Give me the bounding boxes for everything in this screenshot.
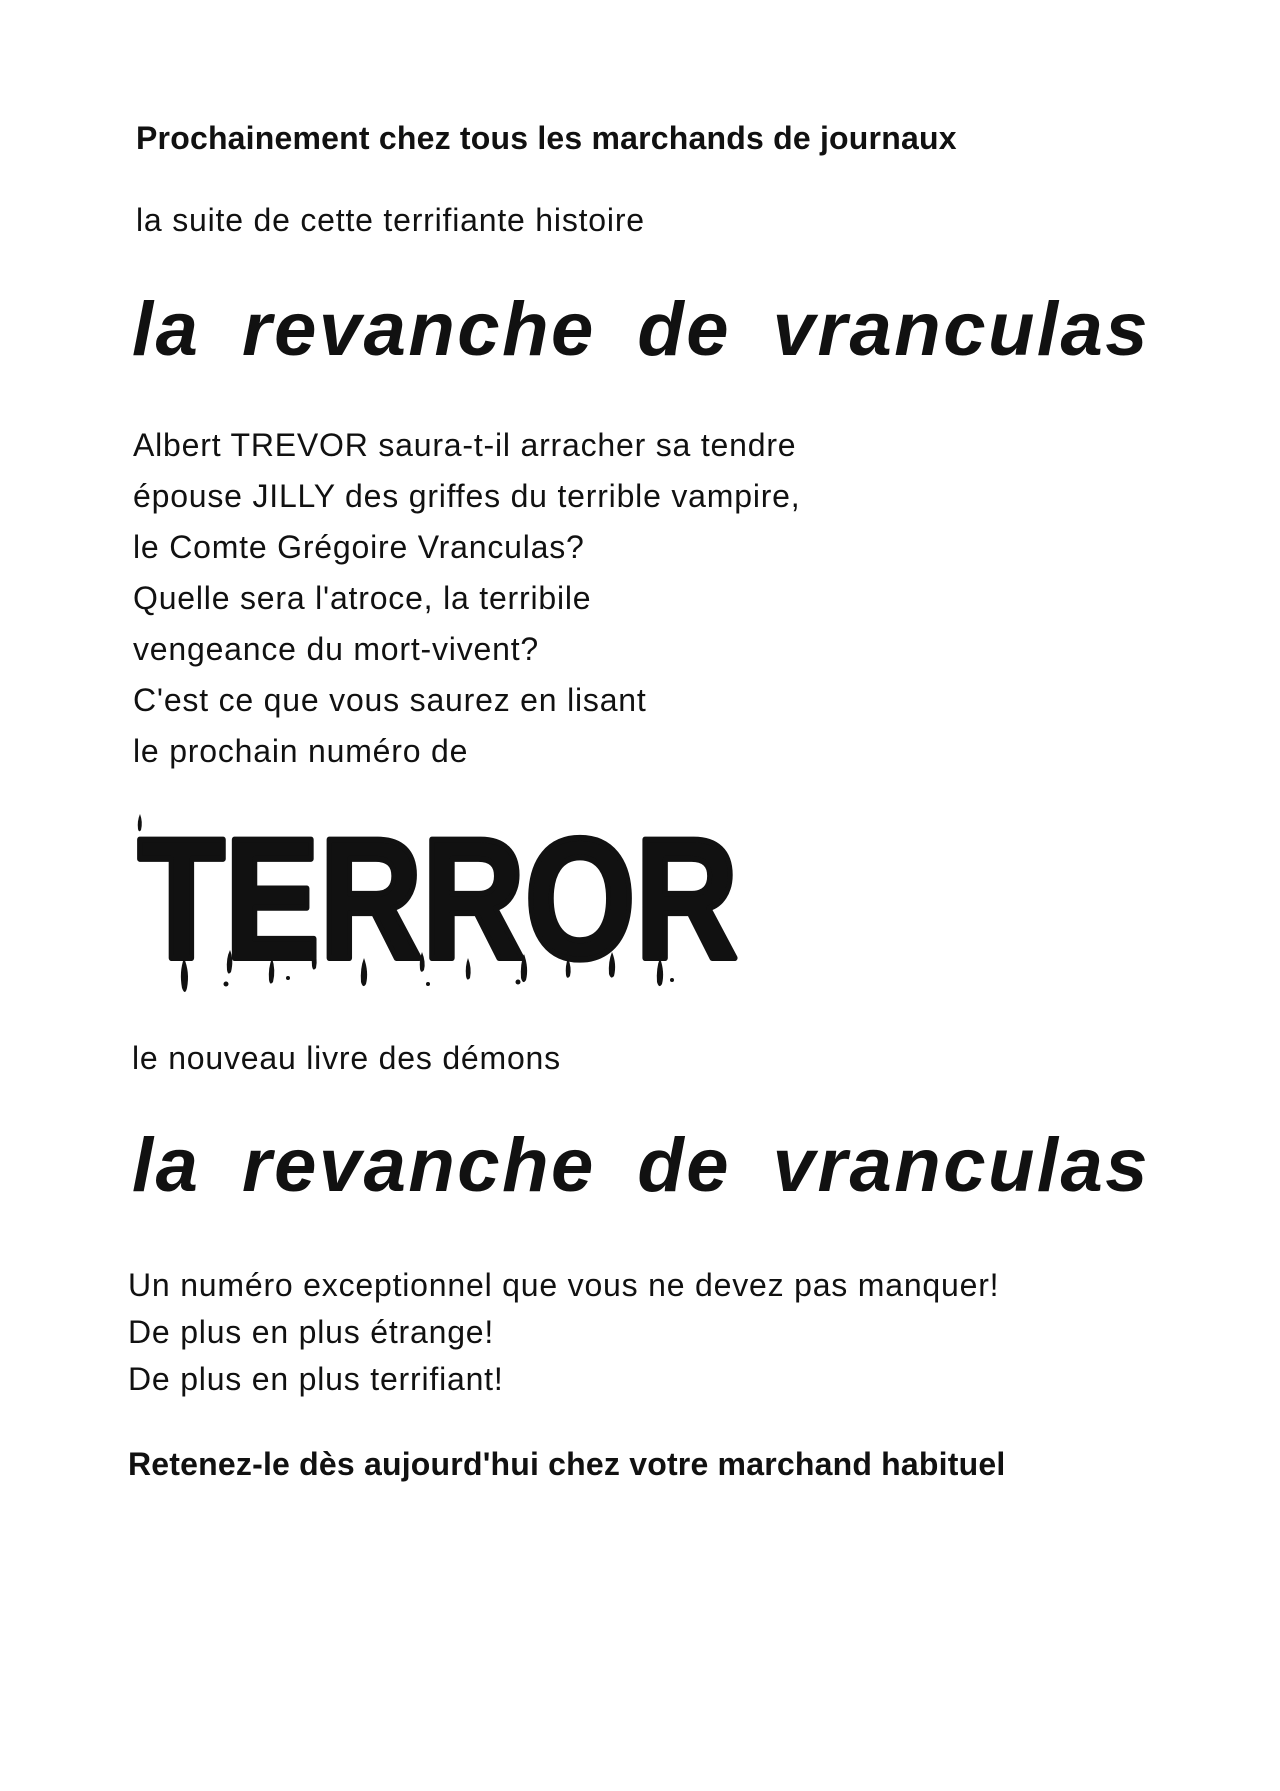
- teaser-line: le prochain numéro de: [133, 733, 469, 769]
- outro-line: De plus en plus étrange!: [128, 1314, 495, 1350]
- teaser-line: Quelle sera l'atroce, la terribile: [133, 580, 592, 616]
- outro-line: Un numéro exceptionnel que vous ne devez pas manquer!: [128, 1267, 1000, 1303]
- story-title-bottom: la revanche de vranculas: [132, 1123, 1151, 1208]
- call-to-action-footer: Retenez-le dès aujourd'hui chez votre marchand habituel: [128, 1446, 1006, 1482]
- teaser-line: épouse JILLY des griffes du terrible vampire,: [133, 478, 801, 514]
- teaser-line: le Comte Grégoire Vranculas?: [133, 529, 585, 565]
- intro-line: la suite de cette terrifiante histoire: [136, 202, 645, 238]
- outro-line: De plus en plus terrifiant!: [128, 1361, 504, 1397]
- teaser-paragraph: [133, 420, 800, 777]
- teaser-line: vengeance du mort-vivent?: [133, 631, 539, 667]
- terror-logo-graphic: [132, 803, 752, 998]
- terror-logo: [132, 803, 752, 998]
- story-title-top: la revanche de vranculas: [132, 287, 1151, 372]
- terror-logo-text: TERROR: [138, 803, 738, 995]
- teaser-line: Albert TREVOR saura-t-il arracher sa tendre: [133, 427, 797, 463]
- outro-paragraph: [128, 1262, 999, 1403]
- announcement-header: Prochainement chez tous les marchands de journaux: [136, 120, 957, 156]
- teaser-line: C'est ce que vous saurez en lisant: [133, 682, 647, 718]
- subtitle: le nouveau livre des démons: [132, 1040, 561, 1076]
